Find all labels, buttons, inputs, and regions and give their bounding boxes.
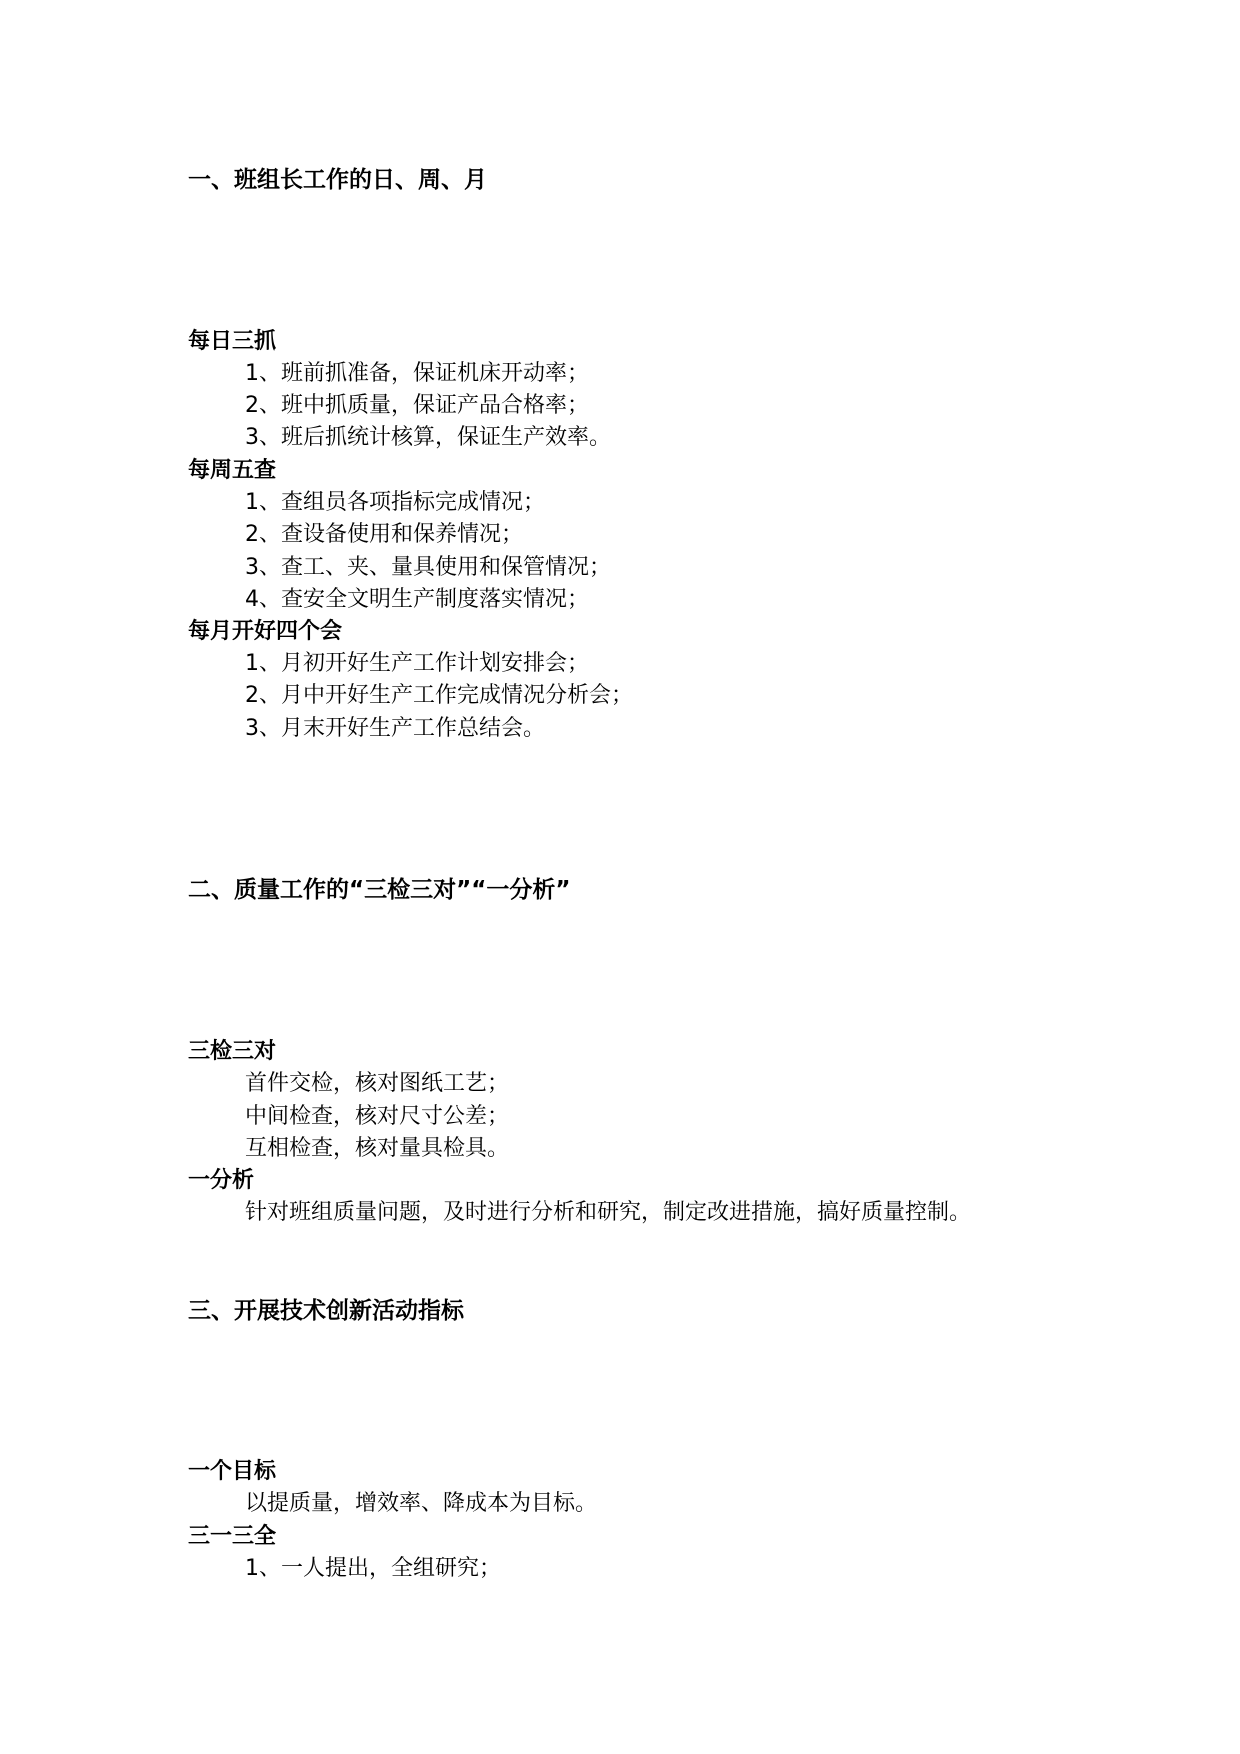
list-item: 4、查安全文明生产制度落实情况； [245,587,589,612]
list-item: 2、月中开好生产工作完成情况分析会； [245,683,633,708]
group-title: 一个目标 [188,1459,277,1484]
list-item: 3、月末开好生产工作总结会。 [245,716,545,741]
list-item: 1、一人提出，全组研究； [245,1556,501,1581]
list-item: 针对班组质量问题，及时进行分析和研究，制定改进措施，搞好质量控制。 [245,1200,972,1225]
group-title: 每月开好四个会 [188,619,343,644]
group-title: 三一三全 [188,1524,277,1549]
list-item: 3、查工、夹、量具使用和保管情况； [245,555,611,580]
list-item: 1、月初开好生产工作计划安排会； [245,651,589,676]
group-title: 三检三对 [188,1039,277,1064]
list-item: 互相检查，核对量具检具。 [245,1136,510,1161]
section-heading: 一、班组长工作的日、周、月 [188,167,487,193]
section-heading: 二、质量工作的“三检三对”“一分析” [188,877,571,903]
list-item: 1、班前抓准备，保证机床开动率； [245,361,589,386]
list-item: 中间检查，核对尺寸公差； [245,1104,510,1129]
list-item: 2、查设备使用和保养情况； [245,522,523,547]
list-item: 3、班后抓统计核算，保证生产效率。 [245,425,611,450]
group-title: 每周五查 [188,458,277,483]
list-item: 首件交检，核对图纸工艺； [245,1071,510,1096]
section-heading: 三、开展技术创新活动指标 [188,1298,464,1324]
group-title: 每日三抓 [188,329,277,354]
group-title: 一分析 [188,1168,255,1193]
list-item: 2、班中抓质量，保证产品合格率； [245,393,589,418]
list-item: 1、查组员各项指标完成情况； [245,490,545,515]
list-item: 以提质量，增效率、降成本为目标。 [245,1491,598,1516]
